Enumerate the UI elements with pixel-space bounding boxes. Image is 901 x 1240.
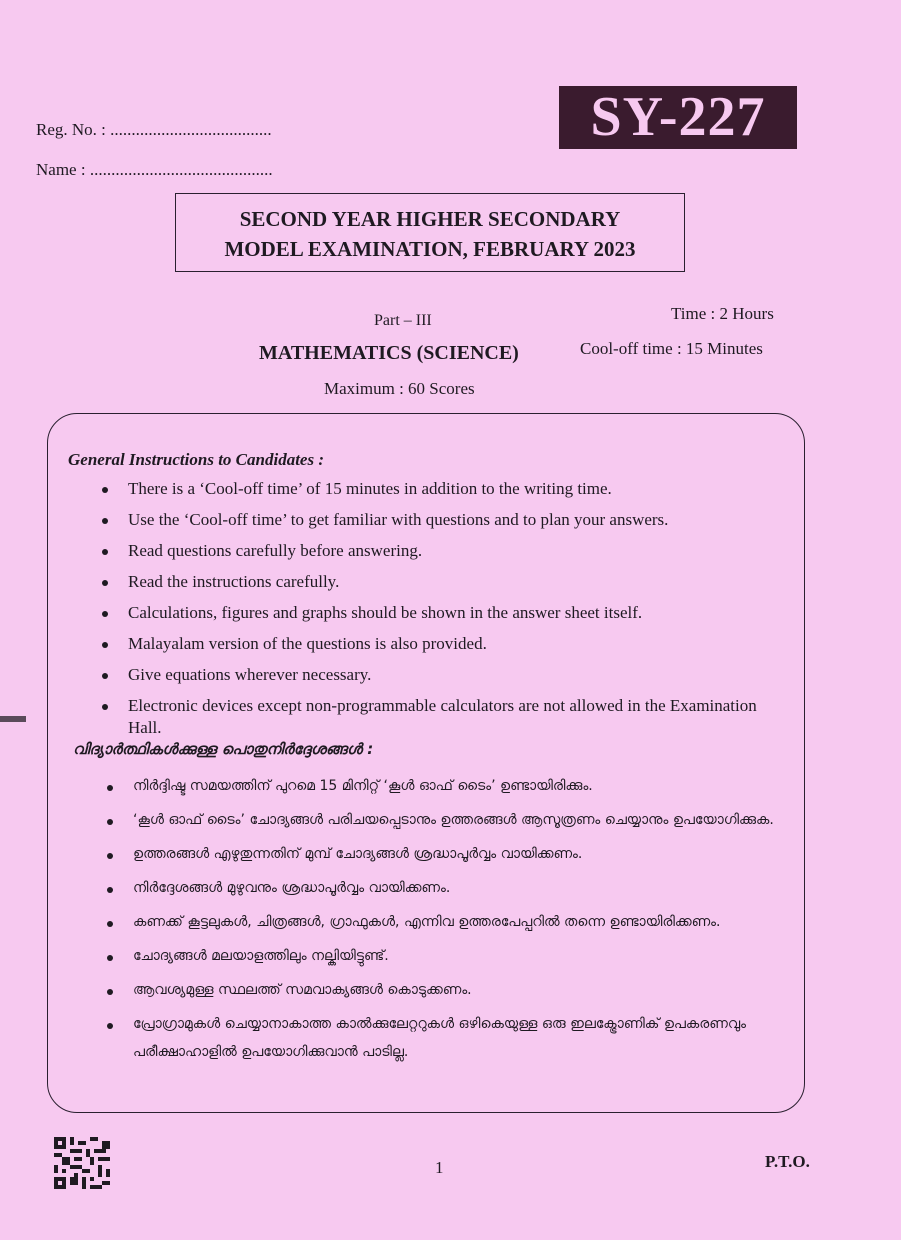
- exam-title-line-1: SECOND YEAR HIGHER SECONDARY: [239, 207, 621, 231]
- list-item: ഉത്തരങ്ങൾ എഴുതുന്നതിന് മുമ്പ് ചോദ്യങ്ങൾ ശ്രദ്ധാപൂർവ്വം വായിക്കണം.: [103, 840, 793, 868]
- list-item: Electronic devices except non-programmable calculators are not allowed in the Examination Hall.: [98, 695, 768, 739]
- list-item: ചോദ്യങ്ങൾ മലയാളത്തിലും നല്കിയിട്ടുണ്ട്.: [103, 942, 793, 970]
- english-instructions-list: [98, 478, 768, 748]
- reg-no-field: Reg. No. : ......................................: [36, 120, 272, 139]
- malayalam-instructions-heading: വിദ്യാർത്ഥികൾക്കുള്ള പൊതുനിർദ്ദേശങ്ങൾ :: [73, 740, 374, 758]
- page-number: 1: [435, 1158, 444, 1177]
- exam-title-box: [175, 193, 685, 272]
- time-label: Time : 2 Hours: [671, 304, 774, 323]
- list-item: ആവശ്യമുള്ള സ്ഥലത്ത് സമവാക്യങ്ങൾ കൊടുക്കണം.: [103, 976, 793, 1004]
- malayalam-instructions-list: [103, 772, 793, 1072]
- pto-label: P.T.O.: [765, 1152, 810, 1171]
- name-field: Name : ...........................................: [36, 160, 273, 179]
- list-item: Calculations, figures and graphs should be shown in the answer sheet itself.: [98, 602, 768, 624]
- cooloff-label: Cool-off time : 15 Minutes: [580, 339, 763, 358]
- list-item: Use the ‘Cool-off time’ to get familiar with questions and to plan your answers.: [98, 509, 768, 531]
- list-item: Read questions carefully before answering.: [98, 540, 768, 562]
- subject-title: MATHEMATICS (SCIENCE): [259, 342, 519, 364]
- scan-edge-mark: [0, 716, 26, 722]
- list-item: കണക്ക് കൂട്ടലുകൾ, ചിത്രങ്ങൾ, ഗ്രാഫുകൾ, എന്നിവ ഉത്തരപേപ്പറിൽ തന്നെ ഉണ്ടായിരിക്കണം.: [103, 908, 793, 936]
- part-label: Part – III: [374, 312, 432, 329]
- list-item: നിർദ്ദേശങ്ങൾ മുഴുവനും ശ്രദ്ധാപൂർവ്വം വായിക്കണം.: [103, 874, 793, 902]
- qr-code-icon: [54, 1137, 110, 1189]
- list-item: Malayalam version of the questions is also provided.: [98, 633, 768, 655]
- list-item: ‘കൂൾ ഓഫ് ടൈം’ ചോദ്യങ്ങൾ പരിചയപ്പെടാനും ഉത്തരങ്ങൾ ആസൂത്രണം ചെയ്യാനും ഉപയോഗിക്കുക.: [103, 806, 793, 834]
- maximum-score-label: Maximum : 60 Scores: [324, 379, 475, 398]
- list-item: Read the instructions carefully.: [98, 571, 768, 593]
- list-item: നിർദ്ദിഷ്ട സമയത്തിന് പുറമെ 15 മിനിറ്റ് ‘കൂൾ ഓഫ് ടൈം’ ഉണ്ടായിരിക്കും.: [103, 772, 793, 800]
- list-item: There is a ‘Cool-off time’ of 15 minutes in addition to the writing time.: [98, 478, 768, 500]
- exam-title-line-2: MODEL EXAMINATION, FEBRUARY 2023: [224, 237, 636, 261]
- list-item: Give equations wherever necessary.: [98, 664, 768, 686]
- paper-code-badge: SY-227: [559, 86, 797, 149]
- english-instructions-heading: General Instructions to Candidates :: [68, 450, 324, 469]
- list-item: പ്രോഗ്രാമുകൾ ചെയ്യാനാകാത്ത കാൽക്കുലേറ്ററുകൾ ഒഴികെയുള്ള ഒരു ഇലക്ട്രോണിക് ഉപകരണവും പരീക്ഷാഹാളിൽ ഉപയോഗിക്കുവാൻ പാടില്ല.: [103, 1010, 793, 1066]
